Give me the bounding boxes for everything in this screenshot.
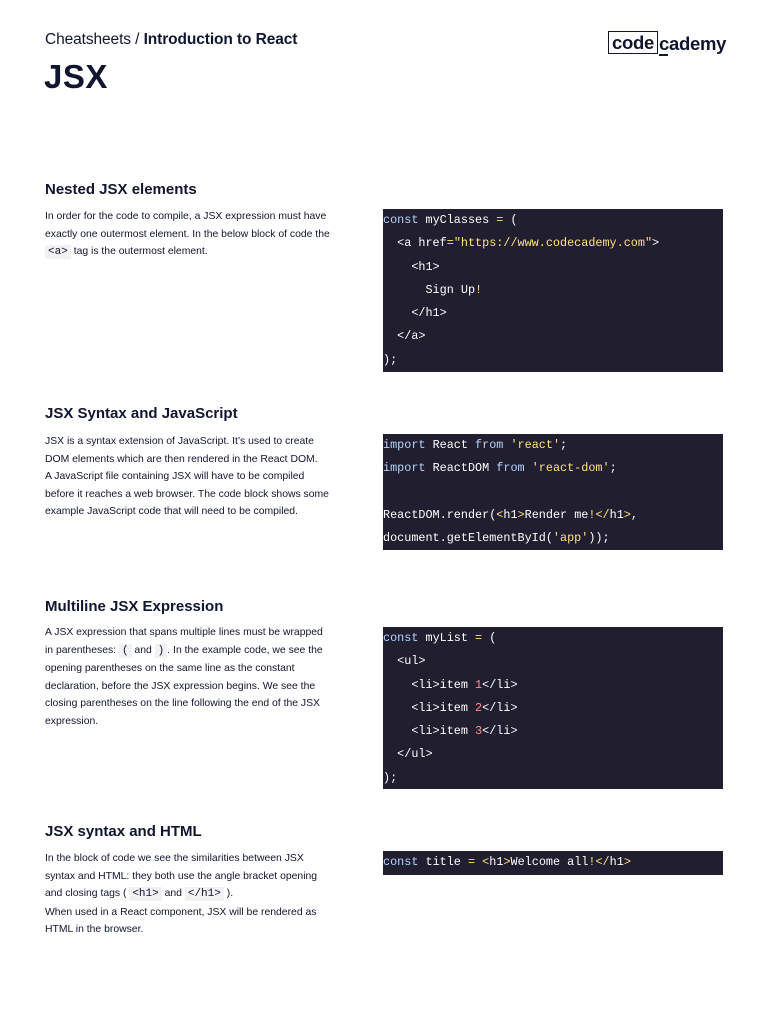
code-token: </li> <box>482 724 518 739</box>
section-multiline-jsx-expression <box>45 598 725 798</box>
code-token: </h1> <box>383 306 447 321</box>
code-token: const <box>383 213 419 227</box>
desc-text: In order for the code to compile, a JSX expression must have exactly one outermost element. In the below block of code the <box>45 211 330 240</box>
code-token: myList <box>418 631 476 645</box>
code-line <box>383 697 723 720</box>
code-line <box>383 256 723 279</box>
code-token: ); <box>383 770 398 785</box>
code-line <box>383 650 723 673</box>
code-token: > <box>652 236 660 251</box>
code-token: const <box>383 855 419 869</box>
code-token: > <box>623 507 631 522</box>
code-token: ReactDOM <box>425 461 497 476</box>
code-line <box>383 504 723 527</box>
desc-text: tag is the outermost element. <box>70 246 208 257</box>
logo-box-text: code <box>608 31 658 54</box>
code-token: < <box>482 855 490 869</box>
code-token: ReactDOM.render( <box>383 507 497 522</box>
code-token: React <box>425 438 476 452</box>
code-token: title <box>418 855 468 869</box>
code-line <box>383 349 723 372</box>
code-line <box>383 457 723 480</box>
code-line <box>383 720 723 743</box>
section-nested-jsx-elements <box>45 181 725 381</box>
code-block <box>383 627 723 789</box>
code-token: <li>item <box>383 724 476 739</box>
code-token: 'app' <box>552 531 589 546</box>
code-token: Sign Up <box>383 282 476 297</box>
code-line <box>383 851 723 874</box>
section-description <box>45 208 330 262</box>
code-token: import <box>383 461 426 476</box>
code-token: from <box>496 461 525 476</box>
desc-text: A JSX expression that spans multiple lines must be wrapped in parentheses: <box>45 627 323 656</box>
code-token: document.getElementById( <box>383 531 553 546</box>
code-token <box>525 461 532 475</box>
desc-paragraph: A JavaScript file containing JSX will have to be compiled before it reaches a web browser. The code block shows some example JavaScript code that will need to be compiled. <box>45 471 329 517</box>
code-token: import <box>383 438 426 452</box>
code-token: <a href <box>383 236 447 251</box>
code-token: </li> <box>482 677 518 692</box>
section-heading: JSX syntax and HTML <box>45 823 202 840</box>
section-description <box>45 624 330 730</box>
code-line <box>383 674 723 697</box>
code-token: 3 <box>475 724 483 739</box>
code-token: h1 <box>503 507 518 522</box>
code-token: 'react-dom' <box>531 461 610 476</box>
code-token: ( <box>503 213 518 227</box>
code-token: > <box>623 855 631 869</box>
code-token: <ul> <box>383 654 426 669</box>
code-token: , <box>630 507 638 522</box>
breadcrumb-current: Introduction to React <box>143 31 298 48</box>
code-token: </li> <box>482 700 518 715</box>
section-heading: JSX Syntax and JavaScript <box>45 405 238 422</box>
code-token: Welcome all <box>510 855 589 869</box>
desc-paragraph: JSX is a syntax extension of JavaScript. It’s used to create DOM elements which are then rendered in the React DOM. <box>45 436 318 465</box>
logo-rest-text: cademy <box>658 33 727 54</box>
code-token: h1 <box>609 855 624 869</box>
code-block <box>383 209 723 372</box>
code-line <box>383 209 723 232</box>
code-token: ); <box>383 352 398 367</box>
code-token: > <box>503 855 511 869</box>
breadcrumb-separator: / <box>130 31 144 48</box>
code-token: 1 <box>475 677 483 692</box>
section-jsx-syntax-and-javascript <box>45 405 725 565</box>
codecademy-logo[interactable] <box>608 31 726 54</box>
breadcrumb <box>45 31 297 49</box>
code-token: <li>item <box>383 677 476 692</box>
code-token: = <box>475 631 483 645</box>
code-token: ; <box>560 438 568 452</box>
inline-code: ) <box>155 644 168 658</box>
code-token: const <box>383 631 419 645</box>
code-token: "https://www.codecademy.com" <box>453 236 653 251</box>
code-token: </ul> <box>383 747 433 762</box>
code-token: = <box>496 213 504 227</box>
code-token: = <box>446 236 454 251</box>
code-line <box>383 743 723 766</box>
code-token: ( <box>482 631 497 645</box>
inline-code: <a> <box>45 245 71 259</box>
inline-code: ( <box>119 644 132 658</box>
section-description <box>45 850 330 939</box>
code-line <box>383 527 723 550</box>
breadcrumb-cheatsheets-link[interactable]: Cheatsheets <box>45 31 131 48</box>
desc-paragraph: When used in a React component, JSX will be rendered as HTML in the browser. <box>45 906 317 935</box>
desc-text: In the block of code we see the similarities between JSX syntax and HTML: they both use the angle bracket opening and closing tags ( <box>45 853 318 899</box>
desc-text: . In the example code, we see the opening parentheses on the same line as the constant declaration, before the JSX expression begins. We see the closing parentheses on the line following the end of the JSX expression. <box>45 644 323 727</box>
section-heading: Multiline JSX Expression <box>45 598 224 615</box>
code-token: = <box>467 855 476 869</box>
code-line <box>383 434 723 457</box>
page-title: JSX <box>44 58 108 95</box>
code-line <box>383 302 723 325</box>
section-jsx-syntax-and-html <box>45 823 725 943</box>
code-line <box>383 481 723 504</box>
code-block <box>383 434 723 550</box>
code-token: ! <box>475 282 483 297</box>
code-token: </a> <box>383 329 426 344</box>
inline-code: <h1> <box>129 887 161 901</box>
code-token: 2 <box>475 700 483 715</box>
code-line <box>383 627 723 650</box>
code-token: ; <box>609 461 617 476</box>
code-line <box>383 325 723 348</box>
desc-text: and <box>161 888 185 899</box>
code-token: <li>item <box>383 700 476 715</box>
desc-text: ). <box>223 888 234 899</box>
code-line <box>383 279 723 302</box>
code-token: > <box>517 507 525 522</box>
inline-code: </h1> <box>185 887 224 901</box>
code-token: !</ <box>588 507 610 522</box>
code-token: h1 <box>609 507 624 522</box>
code-token: Render me <box>524 507 589 522</box>
section-description <box>45 433 330 521</box>
code-token: !</ <box>588 855 610 869</box>
code-token: < <box>496 507 504 522</box>
desc-text: and <box>131 644 155 656</box>
code-token: myClasses <box>418 213 497 227</box>
code-token: <h1> <box>383 259 440 274</box>
code-line <box>383 767 723 790</box>
code-token: )); <box>588 531 610 546</box>
code-token: from <box>475 438 504 452</box>
code-token: h1 <box>489 855 504 869</box>
code-block <box>383 851 723 875</box>
section-heading: Nested JSX elements <box>45 181 197 198</box>
code-token: 'react' <box>510 438 561 452</box>
code-line <box>383 232 723 255</box>
